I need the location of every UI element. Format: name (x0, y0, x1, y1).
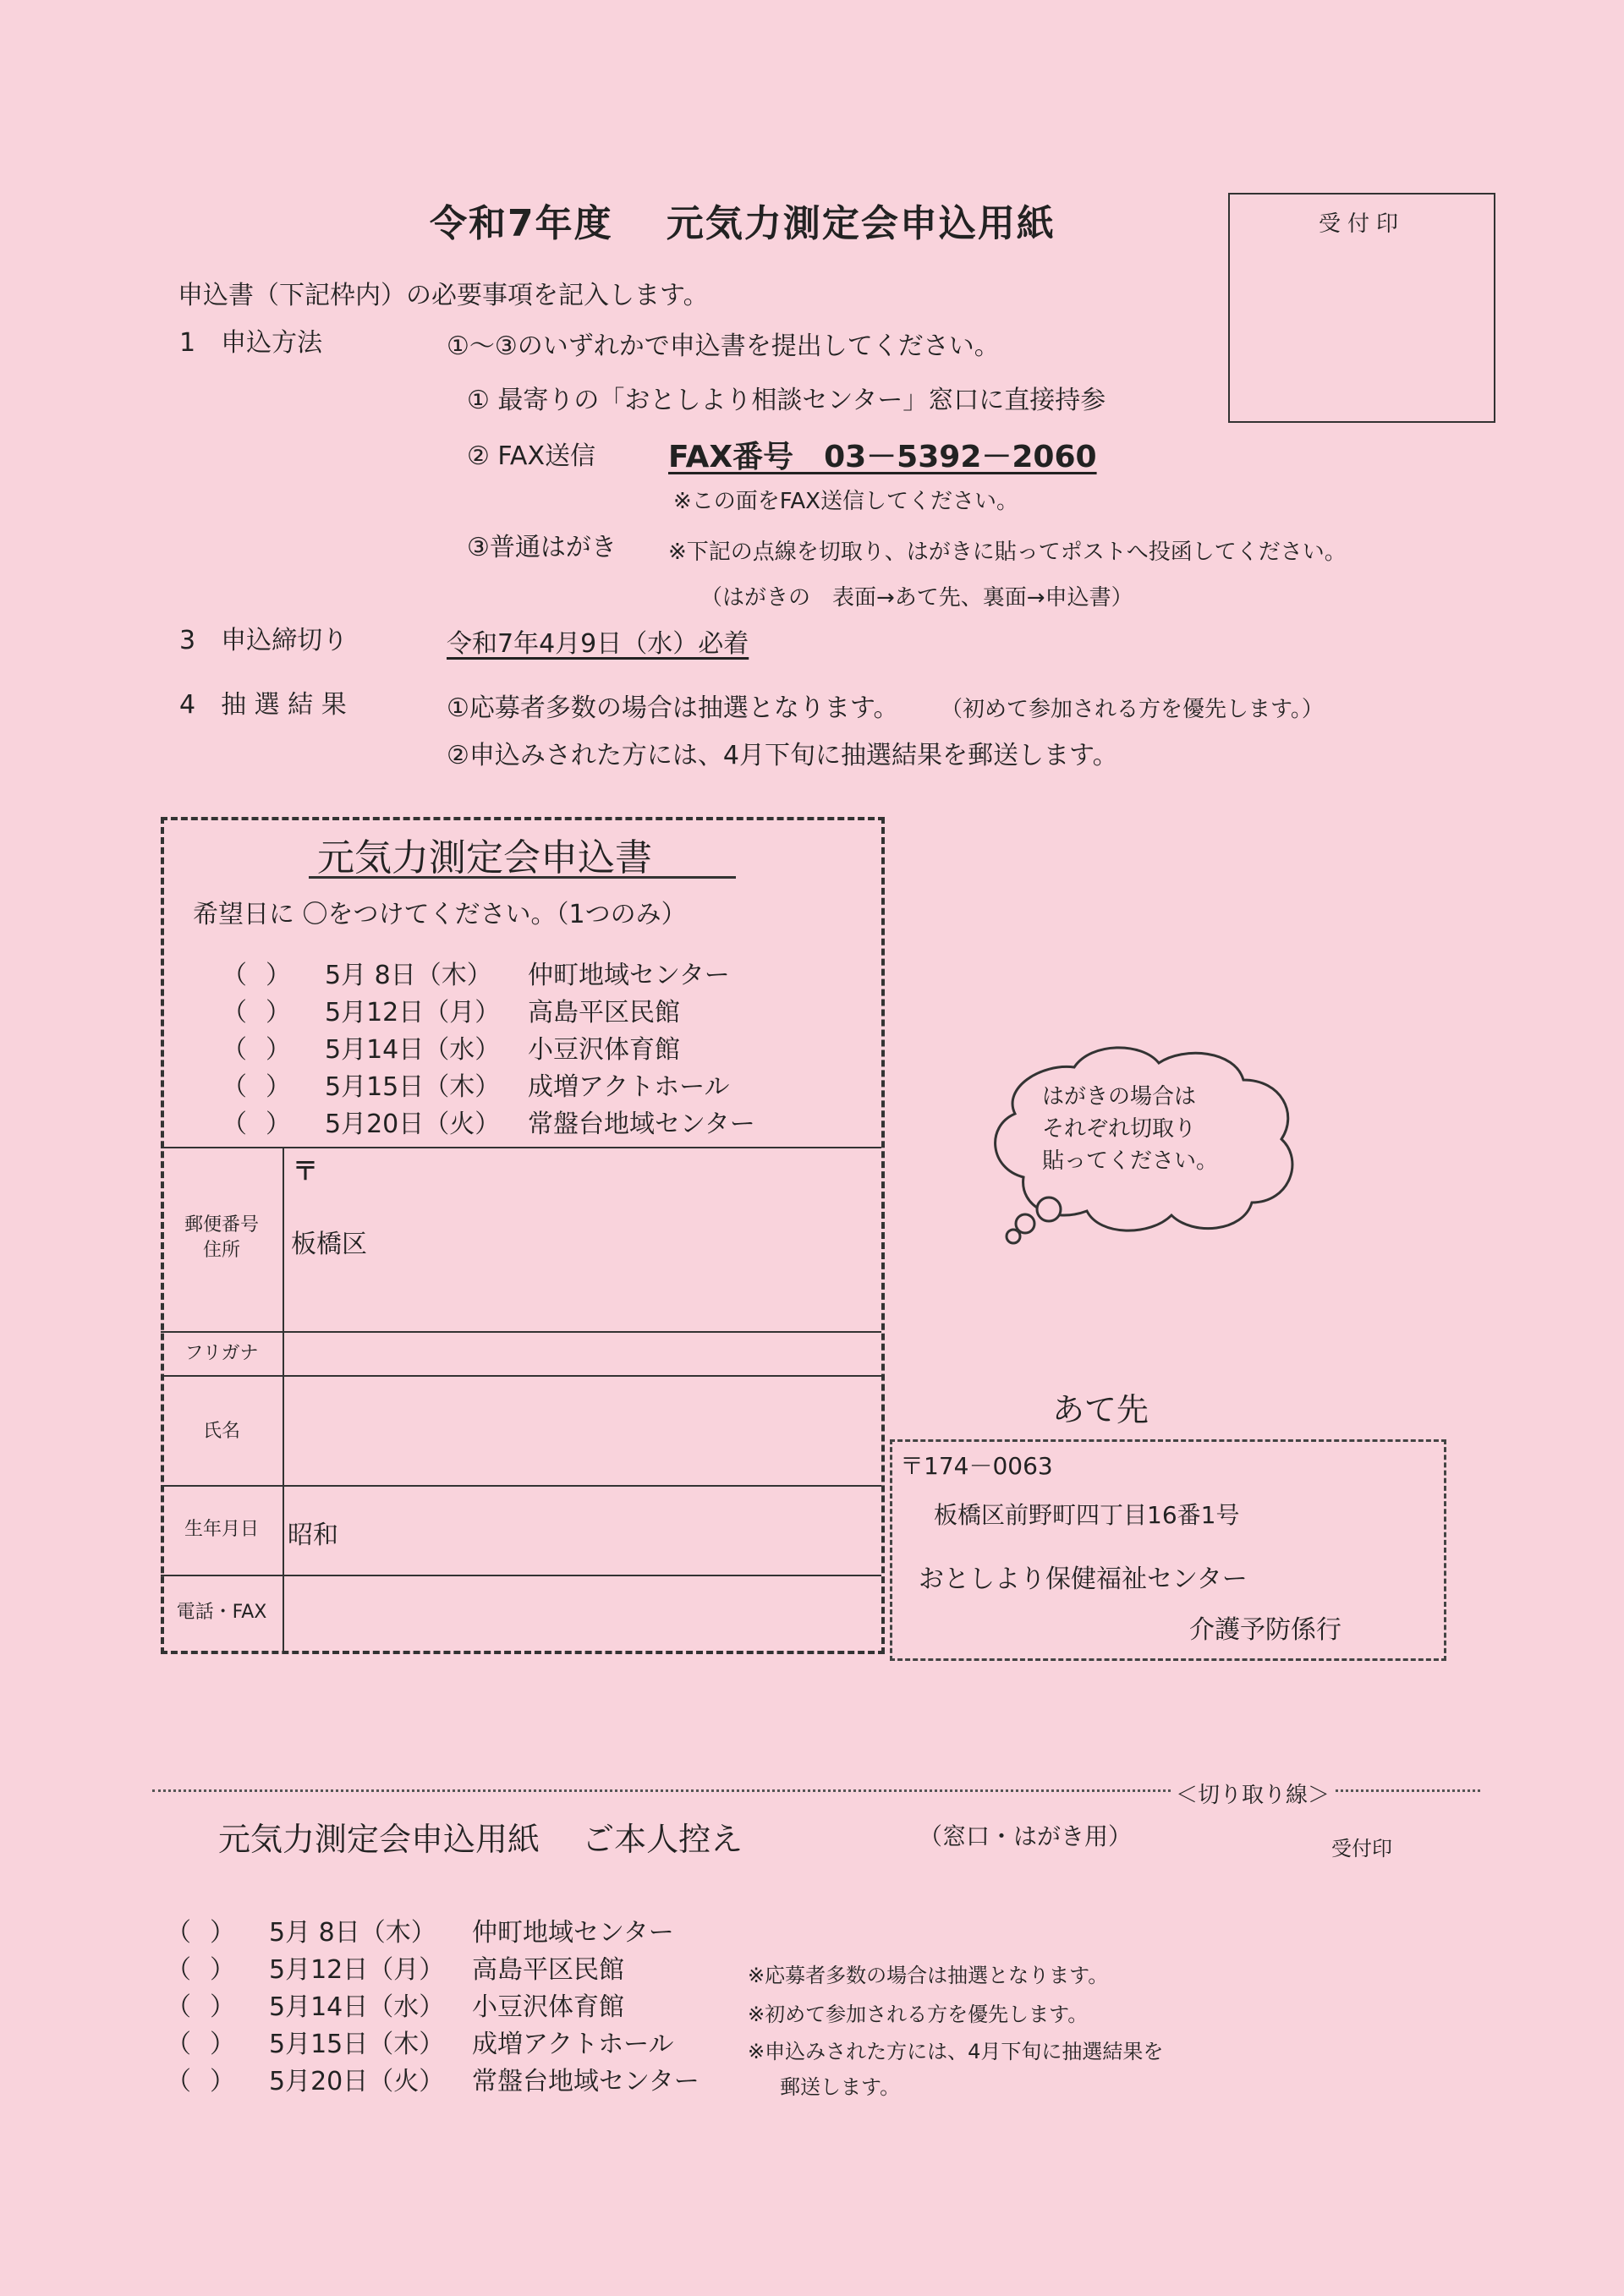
copy-note: ※初めて参加される方を優先します。 (748, 2003, 1089, 2026)
grid-line (161, 1485, 881, 1487)
deadline-label: 3 申込締切り (179, 626, 348, 655)
recipient-dept: 介護予防係行 (1189, 1615, 1341, 1645)
date-option-row[interactable]: （ ） 5月 8日（木） 仲町地域センター (222, 961, 730, 990)
date-option-row[interactable]: （ ） 5月14日（水） 小豆沢体育館 (222, 1035, 680, 1065)
lottery-label: 4 抽 選 結 果 (179, 690, 347, 720)
copy-date-row: （ ） 5月15日（木） 成増アクトホール (166, 2030, 674, 2059)
date-option-row[interactable]: （ ） 5月20日（火） 常盤台地域センター (222, 1110, 755, 1139)
birth-label: 生年月日 (184, 1519, 259, 1540)
reception-stamp-box (1228, 193, 1495, 423)
date-option-row[interactable]: （ ） 5月15日（木） 成増アクトホール (222, 1072, 730, 1102)
grid-line (161, 1575, 881, 1576)
address-label: 郵便番号 住所 (184, 1214, 259, 1261)
lottery-1: ①応募者多数の場合は抽選となります。 (447, 693, 899, 723)
copy-date-row: （ ） 5月14日（水） 小豆沢体育館 (166, 1992, 624, 2022)
phone-label: 電話・FAX (176, 1602, 267, 1623)
furigana-label: フリガナ (184, 1343, 259, 1364)
option-2-label: ② FAX送信 (467, 441, 596, 471)
grid-line (161, 1331, 881, 1333)
postcard-sub: （はがきの 表面→あて先、裏面→申込書） (700, 585, 1133, 611)
copy-title-sub: （窓口・はがき用） (919, 1822, 1133, 1850)
fax-number: FAX番号 03－5392－2060 (668, 440, 1097, 474)
copy-date-row: （ ） 5月 8日（木） 仲町地域センター (166, 1918, 674, 1948)
cloud-text: はがきの場合は それぞれ切取り 貼ってください。 (1042, 1084, 1219, 1174)
address-heading: あて先 (1052, 1391, 1149, 1428)
birth-input-area[interactable] (338, 1488, 880, 1573)
copy-note: 郵送します。 (780, 2075, 901, 2099)
date-option-row[interactable]: （ ） 5月12日（月） 高島平区民館 (222, 998, 680, 1027)
copy-title: 元気力測定会申込用紙 ご本人控え (218, 1821, 743, 1858)
copy-note: ※申込みされた方には、4月下旬に抽選結果を (748, 2040, 1164, 2063)
recipient-postal: 〒174－0063 (900, 1452, 1053, 1480)
method-text: ①～③のいずれかで申込書を提出してください。 (447, 332, 1000, 361)
page-title: 令和7年度 元気力測定会申込用紙 (430, 202, 1056, 245)
option-3-label: ③普通はがき (467, 533, 617, 562)
address-input-area[interactable] (288, 1147, 880, 1329)
postcard-note: ※下記の点線を切取り、はがきに貼ってポストへ投函してください。 (668, 540, 1347, 565)
grid-line (161, 1375, 881, 1377)
method-label: 1 申込方法 (179, 328, 323, 358)
name-label: 氏名 (202, 1421, 240, 1442)
option-1: ① 最寄りの「おとしより相談センター」窓口に直接持参 (467, 386, 1106, 415)
lottery-1-note: （初めて参加される方を優先します。） (941, 697, 1324, 722)
furigana-input-area[interactable] (288, 1334, 880, 1373)
deadline-value: 令和7年4月9日（水）必着 (447, 629, 749, 659)
phone-input-area[interactable] (288, 1578, 880, 1649)
postal-mark: 〒 (293, 1157, 318, 1186)
name-input-area[interactable] (288, 1378, 880, 1483)
intro-text: 申込書（下記枠内）の必要事項を記入します。 (178, 281, 709, 310)
cut-line-label: ＜切り取り線＞ (1171, 1778, 1335, 1809)
form-instruction: 希望日に 〇をつけてください。（1つのみ） (193, 900, 687, 929)
lottery-2: ②申込みされた方には、4月下旬に抽選結果を郵送します。 (447, 741, 1118, 770)
birth-value: 昭和 (288, 1521, 338, 1550)
copy-date-row: （ ） 5月20日（火） 常盤台地域センター (166, 2067, 700, 2096)
recipient-street: 板橋区前野町四丁目16番1号 (934, 1501, 1240, 1529)
form-title-underline (309, 876, 736, 879)
form-title: 元気力測定会申込書 (317, 836, 652, 879)
copy-stamp-label: 受付印 (1331, 1837, 1392, 1860)
copy-note: ※応募者多数の場合は抽選となります。 (748, 1964, 1109, 1987)
recipient-org: おとしより保健福祉センター (919, 1564, 1248, 1594)
copy-date-row: （ ） 5月12日（月） 高島平区民館 (166, 1955, 624, 1985)
grid-line (283, 1147, 284, 1654)
address-value: 板橋区 (291, 1230, 367, 1259)
reception-stamp-label: 受付印 (1318, 211, 1405, 237)
fax-note: ※この面をFAX送信してください。 (673, 489, 1018, 514)
